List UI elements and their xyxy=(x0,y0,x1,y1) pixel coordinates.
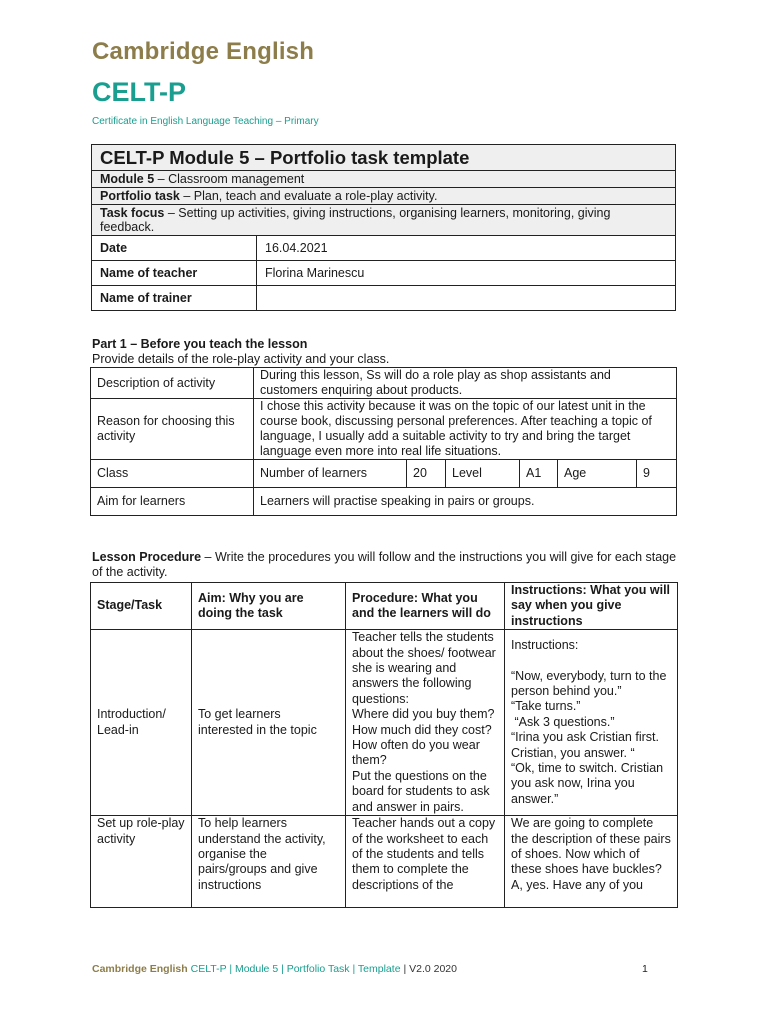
description-label: Description of activity xyxy=(91,368,254,399)
teacher-row xyxy=(92,261,676,286)
trainer-row xyxy=(92,286,676,311)
class-label: Class xyxy=(91,460,254,488)
col-instructions: Instructions: What you will say when you give instructions xyxy=(505,583,678,630)
class-row xyxy=(91,460,677,488)
footer-version: | V2.0 2020 xyxy=(403,963,457,975)
date-label: Date xyxy=(92,236,257,261)
level-value: A1 xyxy=(520,460,558,488)
col-aim: Aim: Why you are doing the task xyxy=(192,583,346,630)
procedure-header-row xyxy=(91,583,678,630)
trainer-value xyxy=(257,286,676,311)
table-row xyxy=(91,816,678,908)
module-label: Module 5 xyxy=(100,172,155,186)
instruction-line: “Ok, time to switch. Cristian you ask now, Irina you answer.” xyxy=(511,760,664,806)
stage-cell: Introduction/ Lead-in xyxy=(91,630,192,816)
aim-label: Aim for learners xyxy=(91,488,254,516)
instruction-line: Instructions: xyxy=(511,638,579,653)
task-focus-value: – Setting up activities, giving instructions, organising learners, monitoring, giving feedback. xyxy=(100,206,611,234)
learners-value: 20 xyxy=(407,460,446,488)
procedure-line: Put the questions on the board for students to ask and answer in pairs. xyxy=(352,768,490,814)
footer-text: CELT-P | Module 5 | Portfolio Task | Template xyxy=(187,963,404,975)
portfolio-task-row xyxy=(92,188,676,205)
portfolio-task-value: – Plan, teach and evaluate a role-play activity. xyxy=(179,189,438,203)
procedure-line: Teacher hands out a copy of the worksheet to each of the students and tells them to complete the descriptions of the xyxy=(352,816,496,892)
aim-value: Learners will practise speaking in pairs or groups. xyxy=(254,488,677,516)
level-label: Level xyxy=(446,460,520,488)
instruction-line: We are going to complete the description of these pairs of shoes. Now which of these shoes have buckles? xyxy=(511,816,671,877)
teacher-label: Name of teacher xyxy=(92,261,257,286)
instruction-line: A, yes. Have any of you xyxy=(511,877,644,892)
footer-brand: Cambridge English xyxy=(92,963,188,975)
instruction-line: “Irina you ask Cristian first. Cristian, you answer. “ xyxy=(511,730,659,760)
aim-row xyxy=(91,488,677,516)
reason-label: Reason for choosing this activity xyxy=(91,399,254,460)
procedure-line: How often do you wear them? xyxy=(352,738,480,768)
portfolio-task-label: Portfolio task xyxy=(100,189,180,203)
procedure-line: How much did they cost? xyxy=(352,722,492,737)
instruction-line: “Take turns.” xyxy=(511,699,581,714)
reason-value: I chose this activity because it was on the topic of our latest unit in the course book, discussing personal preferences. After teaching a topic of language, I usually add a suitable activity to try and bring the target language even more into real life situations. xyxy=(254,399,677,460)
instructions-cell xyxy=(505,816,678,908)
instruction-spacer xyxy=(511,654,671,669)
brand-subtitle: Certificate in English Language Teaching – Primary xyxy=(92,116,319,127)
date-value: 16.04.2021 xyxy=(257,236,676,261)
page-footer xyxy=(92,963,457,975)
procedure-line: Where did you buy them? xyxy=(352,707,495,722)
brand-name: Cambridge English xyxy=(92,38,315,65)
age-label: Age xyxy=(558,460,637,488)
instruction-line: “Now, everybody, turn to the person behind you.” xyxy=(511,668,667,698)
procedure-cell xyxy=(346,630,505,816)
module-row xyxy=(92,171,676,188)
instruction-line: “Ask 3 questions.” xyxy=(511,714,615,729)
header-table xyxy=(91,144,676,311)
instructions-cell xyxy=(505,630,678,816)
task-focus-row xyxy=(92,205,676,236)
reason-row xyxy=(91,399,677,460)
task-focus-label: Task focus xyxy=(100,206,165,220)
procedure-cell xyxy=(346,816,505,908)
learners-label: Number of learners xyxy=(254,460,407,488)
teacher-value: Florina Marinescu xyxy=(257,261,676,286)
description-row xyxy=(91,368,677,399)
lesson-procedure-heading: Lesson Procedure xyxy=(92,550,202,564)
procedure-line: Teacher tells the students about the shoes/ footwear she is wearing and answers the following questions: xyxy=(352,630,496,706)
aim-cell: To get learners interested in the topic xyxy=(192,630,346,816)
lesson-procedure-intro xyxy=(92,550,682,580)
age-value: 9 xyxy=(637,460,677,488)
col-stage: Stage/Task xyxy=(91,583,192,630)
lesson-procedure-instructions: – Write the procedures you will follow and the instructions you will give for each stage of the activity. xyxy=(92,550,677,579)
date-row xyxy=(92,236,676,261)
stage-cell: Set up role-play activity xyxy=(91,816,192,908)
part1-intro xyxy=(92,337,682,367)
brand-product: CELT-P xyxy=(92,77,186,107)
col-procedure: Procedure: What you and the learners will do xyxy=(346,583,505,630)
page-number: 1 xyxy=(642,963,648,975)
table-row xyxy=(91,630,678,816)
part1-instructions: Provide details of the role-play activity and your class. xyxy=(92,352,390,366)
activity-details-table xyxy=(90,367,677,516)
description-value: During this lesson, Ss will do a role play as shop assistants and customers enquiring about products. xyxy=(254,368,677,399)
trainer-label: Name of trainer xyxy=(92,286,257,311)
cambridge-english-logo xyxy=(92,38,319,127)
module-value: – Classroom management xyxy=(154,172,305,186)
document-title: CELT-P Module 5 – Portfolio task template xyxy=(92,145,676,171)
lesson-procedure-table xyxy=(90,582,678,908)
part1-heading: Part 1 – Before you teach the lesson xyxy=(92,337,308,351)
aim-cell: To help learners understand the activity, organise the pairs/groups and give instructions xyxy=(192,816,346,908)
